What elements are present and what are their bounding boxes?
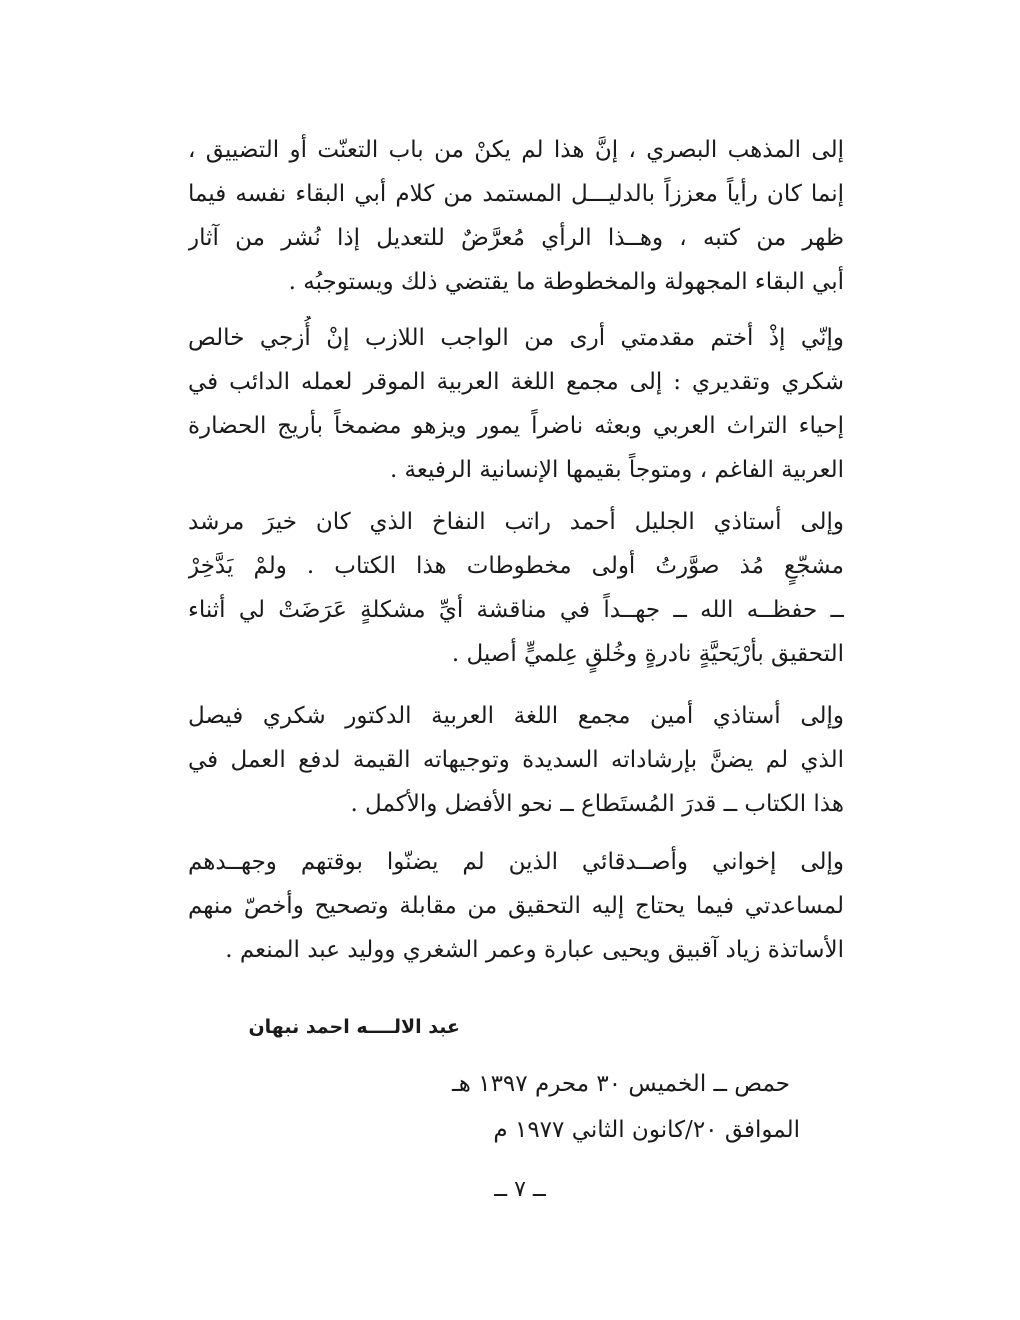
text-line: لمساعدتي فيما يحتاج إليه التحقيق من مقابلة وتصحيح وأخصّ منهم: [188, 893, 844, 919]
text-line: الأساتذة زياد آقبيق ويحيى عبارة وعمر الشغري ووليد عبد المنعم .: [225, 937, 844, 963]
paragraph-thanks-nafakh: [188, 500, 844, 676]
text-line: إحياء التراث العربي وبعثه ناضراً يمور ويزهو مضمخاً بأريج الحضارة: [188, 413, 844, 439]
text-line: الذي لم يضنَّ بإرشاداته السديدة وتوجيهاته القيمة لدفع العمل في: [188, 747, 844, 773]
author-signature: عبد الالــــه احمد نبهان: [248, 1016, 460, 1038]
text-line: هذا الكتاب ــ قدرَ المُستَطاع ــ نحو الأفضل والأكمل .: [350, 791, 844, 817]
date-gregorian: الموافق ٢٠/كانون الثاني ١٩٧٧ م: [493, 1117, 800, 1143]
date-hijri: حمص ــ الخميس ٣٠ محرم ١٣٩٧ هـ: [452, 1071, 790, 1097]
text-line: إنما كان رأياً معززاً بالدليـــل المستمد من كلام أبي البقاء نفسه فيما: [188, 181, 844, 207]
text-line: وإنّي إذْ أختم مقدمتي أرى من الواجب اللازب إنْ أُزجي خالص: [188, 325, 844, 351]
text-line: مشجّعٍ مُذ صوَّرتُ أولى مخطوطات هذا الكتاب . ولمْ يَدَّخِرْ: [188, 553, 844, 579]
paragraph-thanks-academy: [188, 316, 844, 492]
text-line: إلى المذهب البصري ، إنَّ هذا لم يكنْ من باب التعنّت أو التضييق ،: [188, 137, 844, 163]
page-number: ــ ٧ ــ: [494, 1177, 546, 1202]
text-line: التحقيق بأرْيَحيَّةٍ نادرةٍ وخُلقٍ عِلميٍّ أصيل .: [451, 641, 844, 667]
text-line: وإلى أستاذي أمين مجمع اللغة العربية الدكتور شكري فيصل: [188, 703, 844, 729]
text-line: وإلى أستاذي الجليل أحمد راتب النفاخ الذي كان خيرَ مرشد: [188, 509, 844, 535]
text-line: ــ حفظــه الله ــ جهــداً في مناقشة أيِّ مشكلةٍ عَرَضَتْ لي أثناء: [188, 597, 844, 623]
paragraph-thanks-faisal: [188, 694, 844, 826]
text-line: أبي البقاء المجهولة والمخطوطة ما يقتضي ذلك ويستوجبُه .: [288, 269, 844, 295]
text-line: وإلى إخواني وأصــدقائي الذين لم يضنّوا بوقتهم وجهــدهم: [188, 849, 844, 875]
text-line: شكري وتقديري : إلى مجمع اللغة العربية الموقر لعمله الدائب في: [188, 369, 844, 395]
text-line: ظهر من كتبه ، وهــذا الرأي مُعرَّضٌ للتعديل إذا نُشر من آثار: [188, 225, 844, 251]
paragraph-thanks-friends: [188, 840, 844, 972]
paragraph-basran-school: [188, 128, 844, 304]
text-line: العربية الفاغم ، ومتوجاً بقيمها الإنسانية الرفيعة .: [389, 457, 844, 483]
